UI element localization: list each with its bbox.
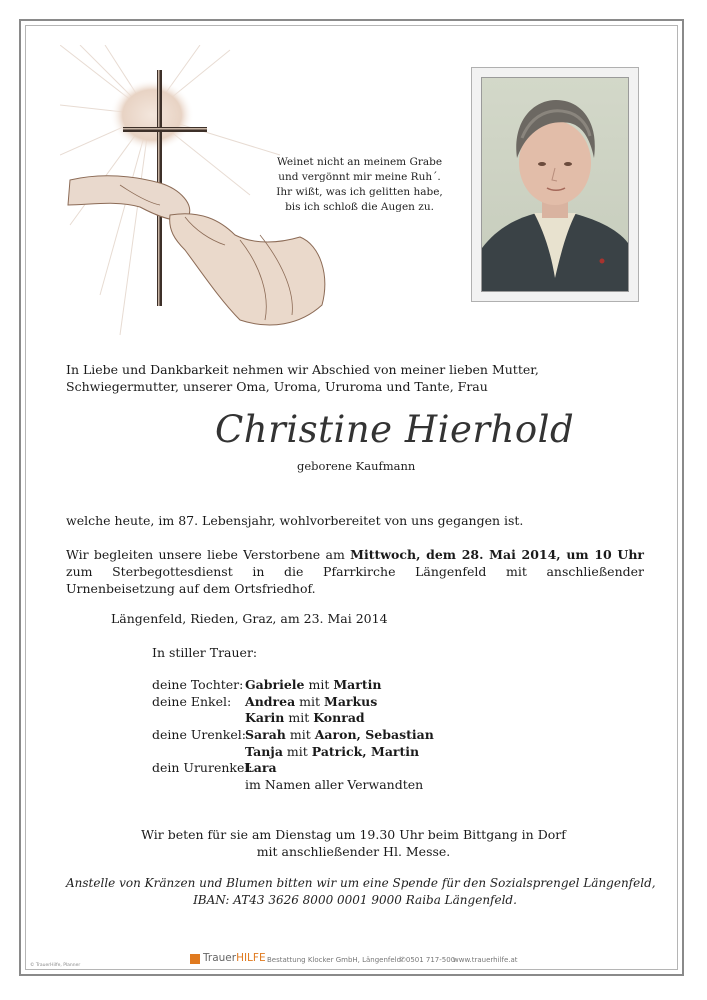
mourner-names: [245, 694, 377, 709]
mourner-first: Karin: [245, 710, 285, 726]
passed-text: welche heute, im 87. Lebensjahr, wohlvorbereitet von uns gegangen ist.: [66, 513, 524, 528]
poem-line: und vergönnt mir meine Ruh´.: [278, 171, 441, 183]
donation-line: Anstelle von Kränzen und Blumen bitten wir um eine Spende für den Sozialsprengel Längenfeld,: [66, 876, 656, 890]
mourner-mit: mit: [284, 710, 314, 726]
mourner-relation: dein Ururenkel:: [152, 760, 253, 776]
funeral-date: Mittwoch, dem 28. Mai 2014, um 10 Uhr: [350, 547, 644, 562]
funeral-text: [66, 546, 644, 597]
logo-hilfe: HILFE: [236, 952, 266, 964]
mourner-mit: mit: [304, 677, 334, 692]
funeral-suffix: zum Sterbegottesdienst in die Pfarrkirche Längenfeld mit anschließender Urnenbeisetzung auf dem Ortsfriedhof.: [66, 564, 644, 596]
footer-website[interactable]: www.trauerhilfe.at: [453, 956, 518, 964]
intro-text: In Liebe und Dankbarkeit nehmen wir Abschied von meiner lieben Mutter, Schwiegermutter, unserer Oma, Uroma, Ururoma und Tante, Frau: [66, 362, 539, 394]
mourner-mit: mit: [285, 727, 315, 743]
poem-line: bis ich schloß die Augen zu.: [285, 201, 434, 213]
mourner-names: [245, 727, 434, 742]
birth-name: geborene Kaufmann: [297, 459, 416, 473]
funeral-prefix: Wir begleiten unsere liebe Verstorbene am: [66, 547, 351, 562]
mourner-second: Patrick, Martin: [311, 743, 420, 759]
mourner-second: Markus: [324, 693, 378, 709]
footer-company: Bestattung Klocker GmbH, Längenfeld: [267, 956, 402, 964]
prayer-line: mit anschließender Hl. Messe.: [256, 844, 451, 859]
mourner-mit: mit: [295, 693, 324, 709]
mourner-second: Aaron, Sebastian: [314, 727, 434, 743]
mourner-first: Sarah: [245, 727, 286, 743]
copyright: © TrauerHilfe, Planner: [30, 963, 81, 968]
trauerhilfe-logo-icon: [190, 954, 200, 964]
footer: [190, 952, 550, 968]
relatives-text: im Namen aller Verwandten: [245, 777, 424, 793]
mourner-second: Martin: [333, 677, 382, 692]
mourning-label: In stiller Trauer:: [152, 645, 258, 660]
portrait-photo: [481, 77, 629, 292]
footer-phone: ✆0501 717-500: [400, 956, 456, 964]
mourner-relation: deine Urenkel:: [152, 727, 246, 743]
place-date: Längenfeld, Rieden, Graz, am 23. Mai 2014: [111, 611, 388, 626]
mourner-first: Tanja: [245, 743, 283, 759]
deceased-name: Christine Hierhold: [215, 408, 575, 451]
poem: [262, 155, 457, 215]
mourner-relation: deine Enkel:: [152, 693, 232, 709]
donation-line: IBAN: AT43 3626 8000 0001 9000 Raiba Längenfeld.: [193, 893, 517, 907]
trauerhilfe-logo: [203, 952, 266, 964]
prayer-notice: [100, 826, 607, 860]
mourner-first: Lara: [245, 760, 277, 776]
poem-line: Ihr wißt, was ich gelitten habe,: [276, 186, 443, 198]
mourner-second: Konrad: [313, 710, 365, 726]
poem-line: Weinet nicht an meinem Grabe: [276, 156, 443, 168]
mourner-names: [245, 710, 365, 725]
mourner-first: Gabriele: [245, 677, 305, 692]
portrait-frame: [471, 67, 639, 302]
mourner-names: [245, 744, 419, 759]
mourner-relation: deine Tochter:: [152, 677, 244, 692]
logo-trauer: Trauer: [203, 952, 237, 964]
mourner-names: [245, 677, 381, 692]
prayer-line: Wir beten für sie am Dienstag um 19.30 Uhr beim Bittgang in Dorf: [141, 827, 566, 842]
donation-notice: [66, 875, 656, 909]
mourner-names: [245, 760, 277, 775]
mourner-mit: mit: [282, 743, 312, 759]
mourner-first: Andrea: [245, 693, 296, 709]
